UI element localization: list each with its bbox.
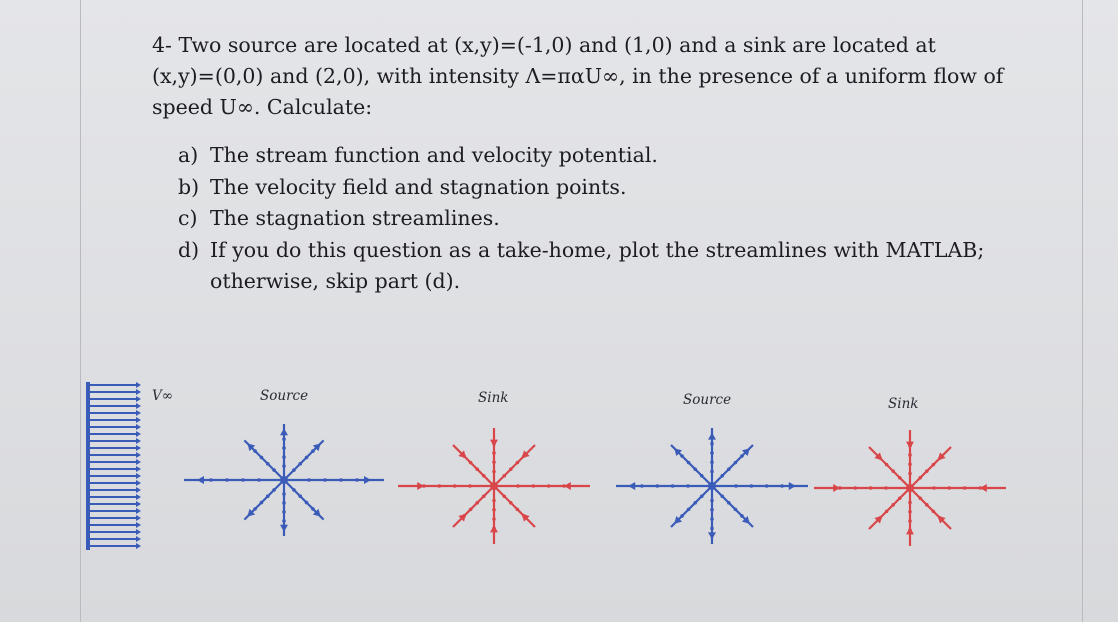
uniform-flow-arrowhead bbox=[136, 515, 141, 521]
sink-ray-dot bbox=[462, 514, 466, 518]
problem-line-3: speed U∞. Calculate: bbox=[152, 95, 373, 119]
source-ray-dot bbox=[282, 501, 286, 505]
source-ray-dot bbox=[700, 494, 704, 498]
sink-ray-dot bbox=[522, 514, 526, 518]
sink-ray-dot bbox=[838, 486, 842, 490]
source-arrowhead bbox=[708, 433, 716, 440]
sink-center bbox=[906, 484, 914, 492]
sink-ray-dot bbox=[908, 510, 912, 514]
sink-center bbox=[490, 482, 498, 490]
sink-ray bbox=[869, 488, 910, 529]
source-ray-dot bbox=[305, 456, 309, 460]
uniform-flow-arrowhead bbox=[136, 494, 141, 500]
uniform-flow-arrowhead bbox=[136, 459, 141, 465]
sink-ray-dot bbox=[918, 476, 922, 480]
source-ray-dot bbox=[282, 492, 286, 496]
source-ray-dot bbox=[710, 442, 714, 446]
source-ray-dot bbox=[209, 478, 213, 482]
uniform-flow-arrowhead bbox=[136, 445, 141, 451]
sink-ray-dot bbox=[978, 486, 982, 490]
source-arrowhead bbox=[628, 482, 635, 490]
problem-line-2: (x,y)=(0,0) and (2,0), with intensity Λ=παU∞, in the presence of a uniform flow of bbox=[152, 64, 1004, 88]
source-ray-dot bbox=[640, 484, 644, 488]
source-ray-dot bbox=[720, 494, 724, 498]
source-ray-dot bbox=[740, 454, 744, 458]
source-ray-dot bbox=[272, 468, 276, 472]
sink-ray-dot bbox=[532, 484, 536, 488]
sink-ray-dot bbox=[932, 486, 936, 490]
sink-ray-dot bbox=[492, 517, 496, 521]
source-ray-dot bbox=[260, 456, 264, 460]
source-ray-dot bbox=[686, 484, 690, 488]
sink-ray-dot bbox=[963, 486, 967, 490]
sink-ray-dot bbox=[925, 469, 929, 473]
source-arrowhead bbox=[364, 476, 371, 484]
sink-ray-dot bbox=[492, 499, 496, 503]
sink-ray-dot bbox=[908, 501, 912, 505]
source-ray-dot bbox=[680, 514, 684, 518]
source-ray-dot bbox=[734, 484, 738, 488]
sink-ray-dot bbox=[885, 463, 889, 467]
source-ray-dot bbox=[266, 462, 270, 466]
source-arrowhead bbox=[197, 476, 204, 484]
source-ray-dot bbox=[734, 461, 738, 465]
source-ray-dot bbox=[260, 501, 264, 505]
source-ray-dot bbox=[323, 478, 327, 482]
sink-ray bbox=[453, 445, 494, 486]
source-ray-dot bbox=[307, 478, 311, 482]
problem-line-1: 4- Two source are located at (x,y)=(-1,0) and (1,0) and a sink are located at bbox=[152, 33, 936, 57]
sink-label-1: Sink bbox=[478, 390, 509, 406]
source-arrowhead bbox=[708, 532, 716, 539]
source-ray-dot bbox=[282, 464, 286, 468]
sink-ray-dot bbox=[908, 519, 912, 523]
sink-ray-dot bbox=[908, 462, 912, 466]
sink-ray bbox=[494, 445, 535, 486]
source-ray-dot bbox=[655, 484, 659, 488]
source-arrowhead bbox=[280, 525, 288, 532]
part-letter: c) bbox=[178, 206, 198, 230]
sink-ray-dot bbox=[918, 496, 922, 500]
uniform-flow-arrowhead bbox=[136, 501, 141, 507]
source-ray-dot bbox=[311, 449, 315, 453]
part-a bbox=[178, 140, 1038, 172]
part-c bbox=[178, 203, 1038, 235]
uniform-flow-arrowhead bbox=[136, 396, 141, 402]
source-ray-dot bbox=[710, 517, 714, 521]
part-text: If you do this question as a take-home, plot the streamlines with MATLAB; otherwise, skip part (d). bbox=[210, 237, 985, 293]
sink-ray-dot bbox=[502, 474, 506, 478]
uniform-flow-arrowhead bbox=[136, 417, 141, 423]
uniform-flow-arrowhead bbox=[136, 487, 141, 493]
sink-ray-dot bbox=[925, 503, 929, 507]
uniform-flow-arrowhead bbox=[136, 452, 141, 458]
uniform-flow-arrowhead bbox=[136, 522, 141, 528]
source-ray-dot bbox=[780, 484, 784, 488]
source-label-1: Source bbox=[260, 388, 309, 404]
source-ray-dot bbox=[671, 484, 675, 488]
sink-ray-dot bbox=[938, 456, 942, 460]
source-ray-dot bbox=[734, 508, 738, 512]
sink-ray-dot bbox=[462, 454, 466, 458]
source-ray-dot bbox=[298, 462, 302, 466]
source-ray-dot bbox=[282, 510, 286, 514]
source-ray-dot bbox=[339, 478, 343, 482]
sink-ray-dot bbox=[878, 456, 882, 460]
source-ray-dot bbox=[298, 494, 302, 498]
sink-ray-dot bbox=[547, 484, 551, 488]
sink-ray-dot bbox=[853, 486, 857, 490]
freestream-label: V∞ bbox=[152, 388, 173, 404]
sink-ray-dot bbox=[891, 469, 895, 473]
uniform-flow-arrowhead bbox=[136, 410, 141, 416]
sink-ray-dot bbox=[492, 451, 496, 455]
source-ray-dot bbox=[225, 478, 229, 482]
source-ray-dot bbox=[305, 501, 309, 505]
sink-ray bbox=[910, 447, 951, 488]
sink-ray bbox=[869, 447, 910, 488]
source-ray-dot bbox=[693, 467, 697, 471]
part-text: The velocity field and stagnation points. bbox=[210, 174, 627, 199]
sink-ray-dot bbox=[948, 486, 952, 490]
sink-ray-dot bbox=[908, 529, 912, 533]
source-ray-dot bbox=[710, 451, 714, 455]
source-ray-dot bbox=[253, 507, 257, 511]
part-text: The stream function and velocity potential. bbox=[210, 143, 658, 167]
sink-label-2: Sink bbox=[888, 396, 919, 412]
sink-ray bbox=[453, 486, 494, 527]
sink-ray-dot bbox=[522, 454, 526, 458]
part-text: The stagnation streamlines. bbox=[210, 206, 500, 230]
source-ray-dot bbox=[687, 508, 691, 512]
sink-ray-dot bbox=[437, 484, 441, 488]
sink-ray-dot bbox=[908, 453, 912, 457]
sink-ray-dot bbox=[492, 460, 496, 464]
sink-ray-dot bbox=[516, 508, 520, 512]
uniform-flow-arrowhead bbox=[136, 466, 141, 472]
sink-ray-dot bbox=[562, 484, 566, 488]
sink-ray-dot bbox=[516, 484, 520, 488]
part-letter: a) bbox=[178, 143, 199, 167]
sink-ray-dot bbox=[492, 442, 496, 446]
uniform-flow-arrowhead bbox=[136, 473, 141, 479]
sink-ray-dot bbox=[516, 461, 520, 465]
source-ray-dot bbox=[292, 468, 296, 472]
sink-ray-dot bbox=[869, 486, 873, 490]
source-ray-dot bbox=[710, 460, 714, 464]
source-ray-dot bbox=[710, 499, 714, 503]
problem-statement bbox=[152, 30, 1012, 123]
sink-ray-dot bbox=[938, 516, 942, 520]
source-ray-dot bbox=[693, 501, 697, 505]
sink-ray-dot bbox=[908, 444, 912, 448]
source-center bbox=[280, 476, 288, 484]
part-d bbox=[178, 235, 1038, 298]
source-ray-dot bbox=[710, 470, 714, 474]
sink-ray-dot bbox=[885, 510, 889, 514]
source-ray-dot bbox=[687, 461, 691, 465]
uniform-flow-arrowhead bbox=[136, 424, 141, 430]
source-ray-dot bbox=[740, 514, 744, 518]
uniform-flow-arrowhead bbox=[136, 508, 141, 514]
sink-ray-dot bbox=[475, 467, 479, 471]
source-ray-dot bbox=[700, 474, 704, 478]
source-ray-dot bbox=[710, 527, 714, 531]
uniform-flow-arrowhead bbox=[136, 543, 141, 549]
sink-ray-dot bbox=[502, 494, 506, 498]
source-ray-dot bbox=[355, 478, 359, 482]
source-ray-dot bbox=[282, 446, 286, 450]
sink-ray-dot bbox=[492, 508, 496, 512]
source-ray-dot bbox=[266, 494, 270, 498]
sink-ray-dot bbox=[482, 494, 486, 498]
source-ray-dot bbox=[680, 454, 684, 458]
source-ray-dot bbox=[720, 474, 724, 478]
uniform-flow-arrowhead bbox=[136, 431, 141, 437]
sink-ray-dot bbox=[932, 510, 936, 514]
sink-ray-dot bbox=[492, 470, 496, 474]
sink-ray-dot bbox=[898, 496, 902, 500]
sink-ray-dot bbox=[891, 503, 895, 507]
source-ray-dot bbox=[765, 484, 769, 488]
source-ray-dot bbox=[282, 437, 286, 441]
source-ray-dot bbox=[750, 484, 754, 488]
source-ray-dot bbox=[710, 508, 714, 512]
sink-ray-dot bbox=[898, 476, 902, 480]
uniform-flow-wall bbox=[86, 382, 90, 550]
sink-ray-dot bbox=[469, 461, 473, 465]
question-parts bbox=[178, 140, 1038, 298]
flow-elements-figure bbox=[0, 370, 1118, 570]
sink-ray-dot bbox=[469, 508, 473, 512]
part-letter: b) bbox=[178, 174, 200, 199]
sink-ray-dot bbox=[932, 463, 936, 467]
source-arrowhead bbox=[280, 428, 288, 435]
sink-ray-dot bbox=[509, 501, 513, 505]
source-center bbox=[708, 482, 716, 490]
source-ray-dot bbox=[241, 478, 245, 482]
source-ray-dot bbox=[253, 449, 257, 453]
source-ray-dot bbox=[292, 488, 296, 492]
sink-ray bbox=[494, 486, 535, 527]
sink-ray-dot bbox=[422, 484, 426, 488]
sink-ray-dot bbox=[878, 516, 882, 520]
uniform-flow-arrowhead bbox=[136, 382, 141, 388]
part-letter: d) bbox=[178, 237, 200, 262]
sink-ray-dot bbox=[453, 484, 457, 488]
source-ray-dot bbox=[282, 455, 286, 459]
sink-ray-dot bbox=[475, 501, 479, 505]
sink-ray-dot bbox=[468, 484, 472, 488]
uniform-flow-arrowhead bbox=[136, 389, 141, 395]
source-arrowhead bbox=[789, 482, 796, 490]
sink-ray-dot bbox=[482, 474, 486, 478]
sink-ray-dot bbox=[884, 486, 888, 490]
source-ray-dot bbox=[272, 488, 276, 492]
uniform-flow-arrowhead bbox=[136, 438, 141, 444]
sink-ray-dot bbox=[492, 527, 496, 531]
sink-ray bbox=[910, 488, 951, 529]
source-ray-dot bbox=[257, 478, 261, 482]
uniform-flow-arrowhead bbox=[136, 536, 141, 542]
part-b bbox=[178, 172, 1038, 204]
sink-ray-dot bbox=[509, 467, 513, 471]
uniform-flow-arrowhead bbox=[136, 403, 141, 409]
source-ray-dot bbox=[727, 501, 731, 505]
uniform-flow-arrowhead bbox=[136, 529, 141, 535]
source-ray-dot bbox=[727, 467, 731, 471]
source-ray-dot bbox=[311, 507, 315, 511]
uniform-flow-arrowhead bbox=[136, 480, 141, 486]
source-ray-dot bbox=[282, 519, 286, 523]
sink-ray-dot bbox=[908, 472, 912, 476]
source-label-2: Source bbox=[683, 392, 732, 408]
